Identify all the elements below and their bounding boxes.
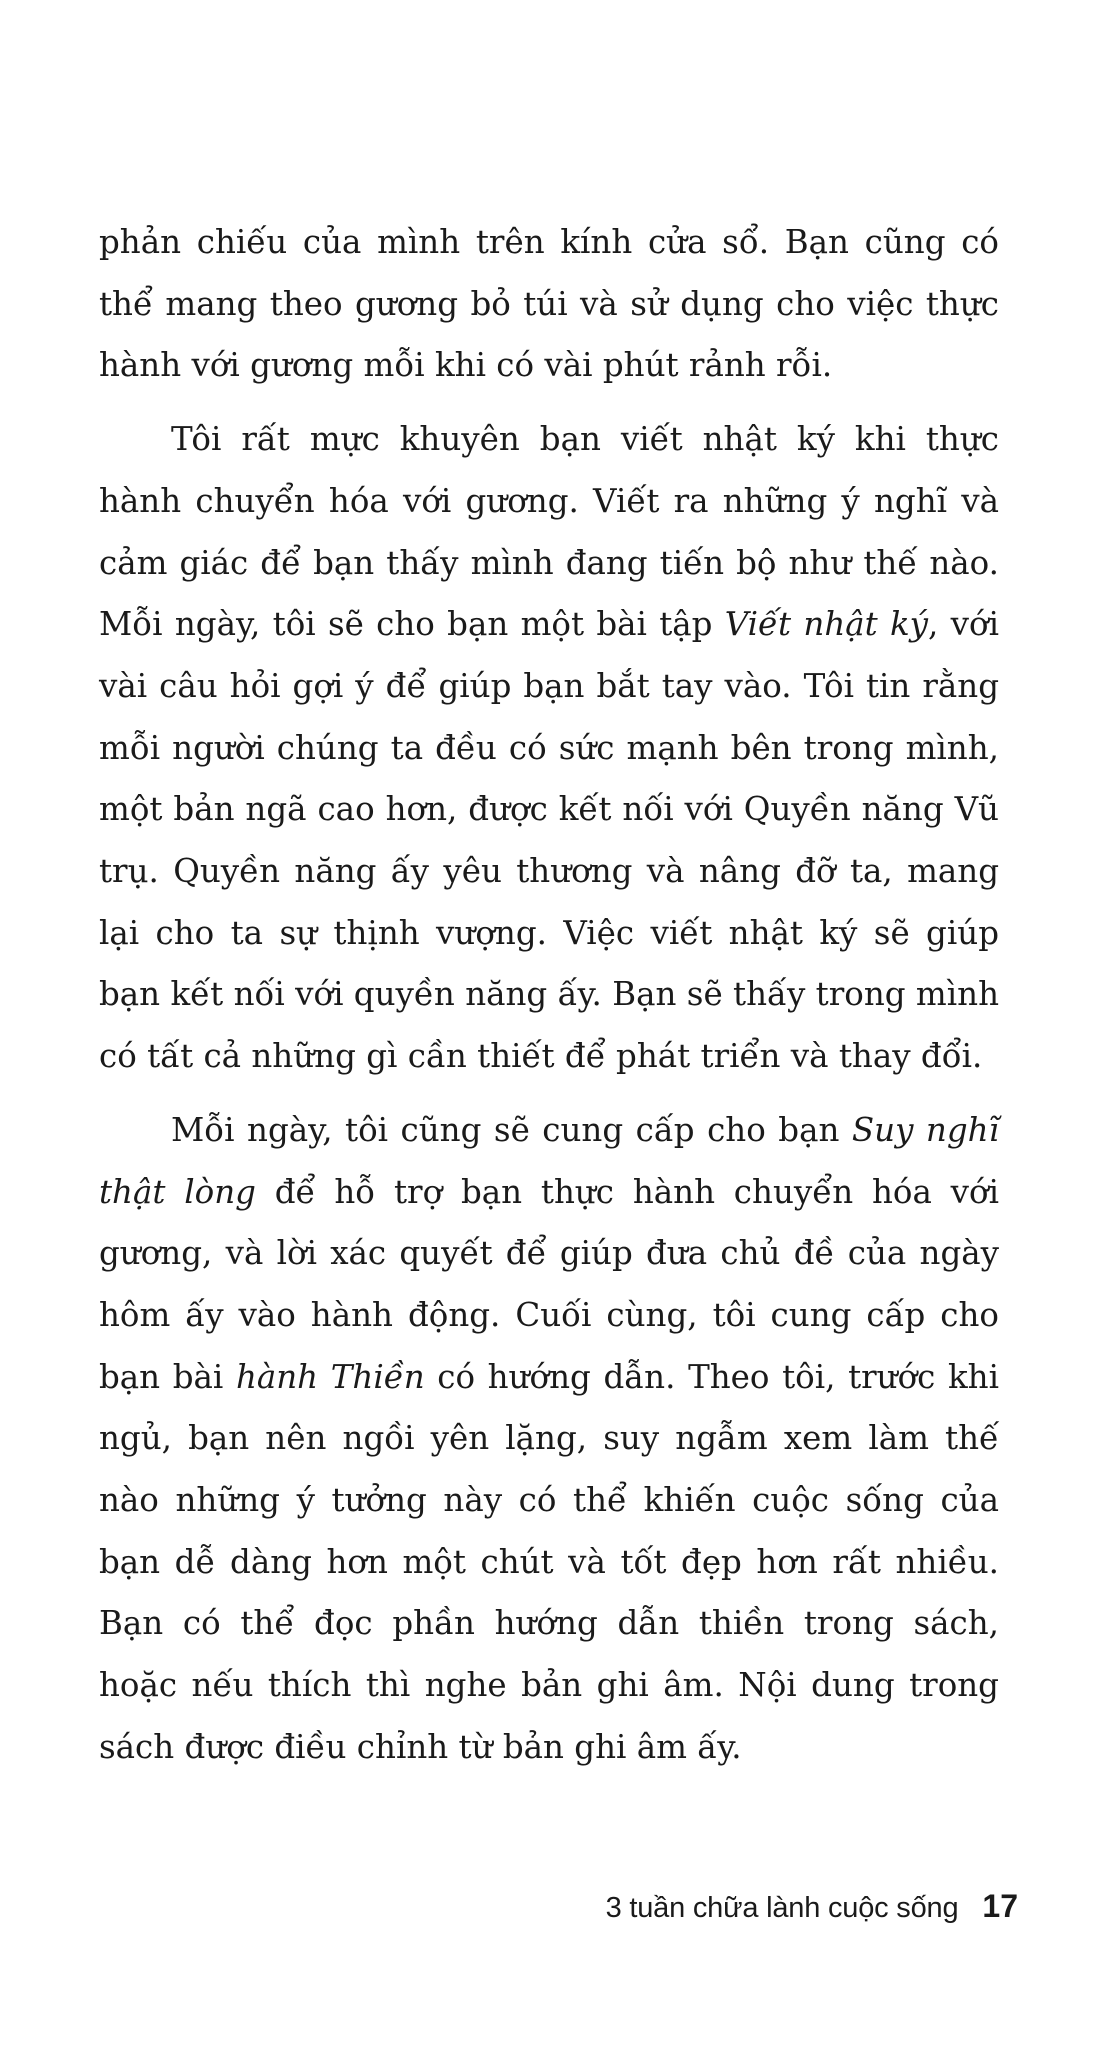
running-title: 3 tuần chữa lành cuộc sống [605, 1892, 959, 1924]
page-footer [606, 1888, 1018, 1925]
text-run: Mỗi ngày, tôi cũng sẽ cung cấp cho bạn [171, 1110, 852, 1149]
italic-text-run: Suy nghĩ thật lòng [99, 1110, 999, 1211]
text-run: phản chiếu của mình trên kính cửa sổ. Bạn cũng có thể mang theo gương bỏ túi và sử dụng cho việc thực hành với gương mỗi khi có vài phút rảnh rỗi. [99, 223, 999, 385]
italic-text-run: Viết nhật ký [724, 605, 929, 644]
paragraph-2 [99, 409, 999, 1088]
page-number: 17 [982, 1888, 1018, 1924]
paragraph-1 [99, 212, 999, 397]
italic-text-run: hành Thiền [235, 1357, 425, 1396]
body-text [99, 212, 999, 1779]
text-run: để hỗ trợ bạn thực hành chuyển hóa với gương, và lời xác quyết để giúp đưa chủ đề của ngày hôm ấy vào hành động. Cuối cùng, tôi cung cấp cho bạn bài [99, 1172, 999, 1396]
text-run: có hướng dẫn. Theo tôi, trước khi ngủ, bạn nên ngồi yên lặng, suy ngẫm xem làm thế nào những ý tưởng này có thể khiến cuộc sống của bạn dễ dàng hơn một chút và tốt đẹp hơn rất nhiều. Bạn có thể đọc phần hướng dẫn thiền trong sách, hoặc nếu thích thì nghe bản ghi âm. Nội dung trong sách được điều chỉnh từ bản ghi âm ấy. [99, 1357, 1000, 1766]
text-run: Tôi rất mực khuyên bạn viết nhật ký khi thực hành chuyển hóa với gương. Viết ra những ý nghĩ và cảm giác để bạn thấy mình đang tiến bộ như thế nào. Mỗi ngày, tôi sẽ cho bạn một bài tập [99, 420, 999, 644]
paragraph-3 [99, 1100, 999, 1779]
text-run: , với vài câu hỏi gợi ý để giúp bạn bắt tay vào. Tôi tin rằng mỗi người chúng ta đều có sức mạnh bên trong mình, một bản ngã cao hơn, được kết nối với Quyền năng Vũ trụ. Quyền năng ấy yêu thương và nâng đỡ ta, mang lại cho ta sự thịnh vượng. Việc viết nhật ký sẽ giúp bạn kết nối với quyền năng ấy. Bạn sẽ thấy trong mình có tất cả những gì cần thiết để phát triển và thay đổi. [99, 605, 999, 1076]
